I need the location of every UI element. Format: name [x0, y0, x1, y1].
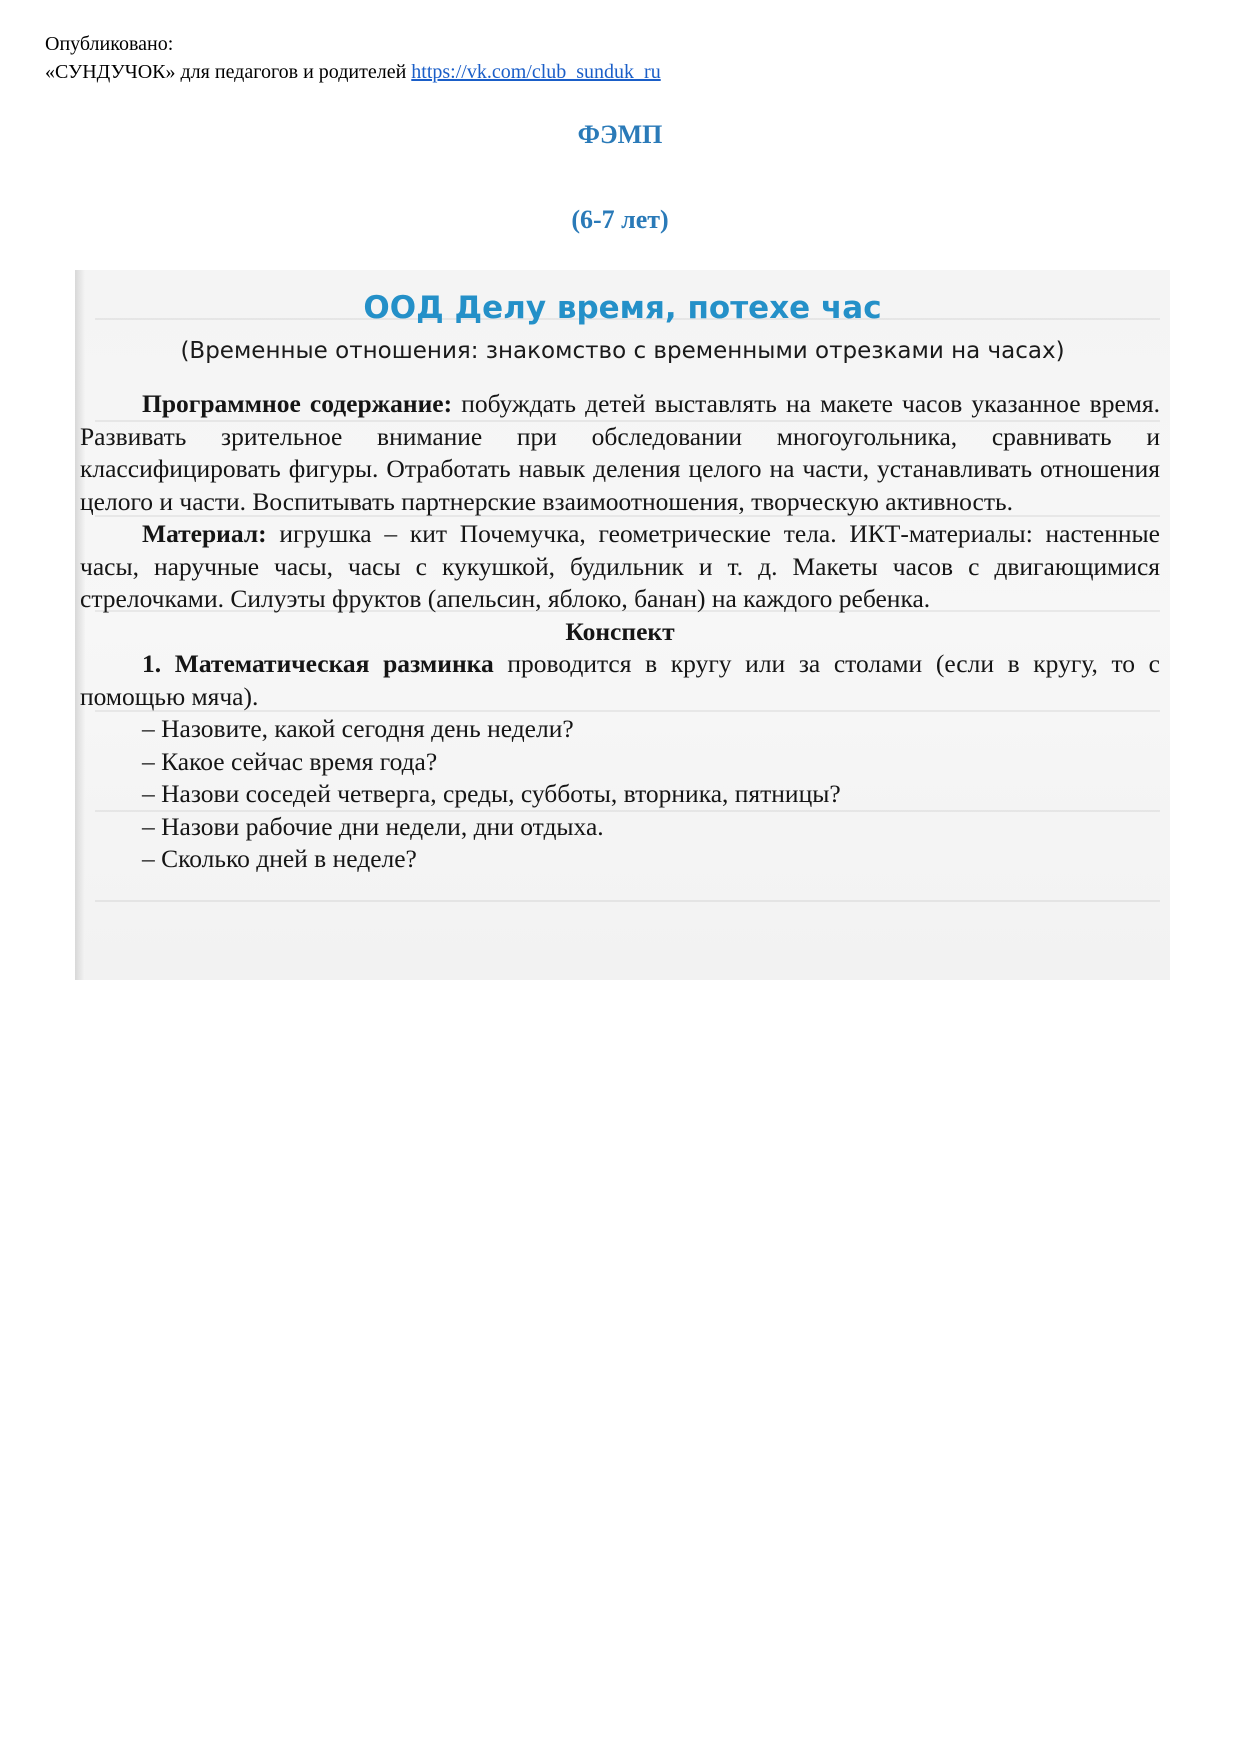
lesson-subtitle: (Временные отношения: знакомство с временными отрезками на часах): [180, 338, 1065, 364]
lesson-title: ООД Делу время, потехе час: [363, 290, 882, 326]
subject-title: ФЭМП: [577, 120, 663, 149]
program-label: Программное содержание:: [142, 389, 453, 418]
material-text: игрушка – кит Почемучка, геометрические тела. ИКТ-материалы: настенные часы, наручные часы, часы с кукушкой, будильник и т. д. Макеты часов с двигающимися стрелочками. Силуэты фруктов (апельсин, яблоко, банан) на каждого ребенка.: [80, 519, 1160, 613]
material-paragraph: [80, 518, 1160, 616]
question-item: – Какое сейчас время года?: [142, 746, 438, 776]
age-group: (6-7 лет): [571, 205, 669, 234]
program-text: побуждать детей выставлять на макете часов указанное время. Развивать зрительное внимание при обследовании многоугольника, сравнивать и классифицировать фигуры. Отработать навык деления целого на части, устанавливать отношения целого и части. Воспитывать партнерские взаимоотношения, творческую активность.: [80, 389, 1160, 516]
question-item: – Сколько дней в неделе?: [142, 844, 417, 873]
question-item: – Назови соседей четверга, среды, субботы, вторника, пятницы?: [142, 779, 841, 808]
warmup-paragraph: [80, 648, 1160, 713]
source-line: [45, 58, 661, 86]
publication-header: [45, 30, 661, 86]
lesson-body: [80, 388, 1160, 876]
source-text: «СУНДУЧОК» для педагогов и родителей: [45, 61, 407, 83]
warmup-label: 1. Математическая разминка: [142, 649, 494, 678]
question-item: – Назовите, какой сегодня день недели?: [142, 714, 574, 743]
source-link[interactable]: https://vk.com/club_sunduk_ru: [411, 61, 661, 83]
warmup-text: проводится в кругу или за столами (если в кругу, то с помощью мяча).: [80, 649, 1160, 711]
published-label: Опубликовано:: [45, 33, 174, 55]
scanned-page: [75, 270, 1170, 980]
material-label: Материал:: [142, 519, 267, 548]
program-paragraph: [80, 388, 1160, 518]
question-item: – Назови рабочие дни недели, дни отдыха.: [142, 811, 604, 841]
summary-heading: Конспект: [565, 616, 675, 646]
